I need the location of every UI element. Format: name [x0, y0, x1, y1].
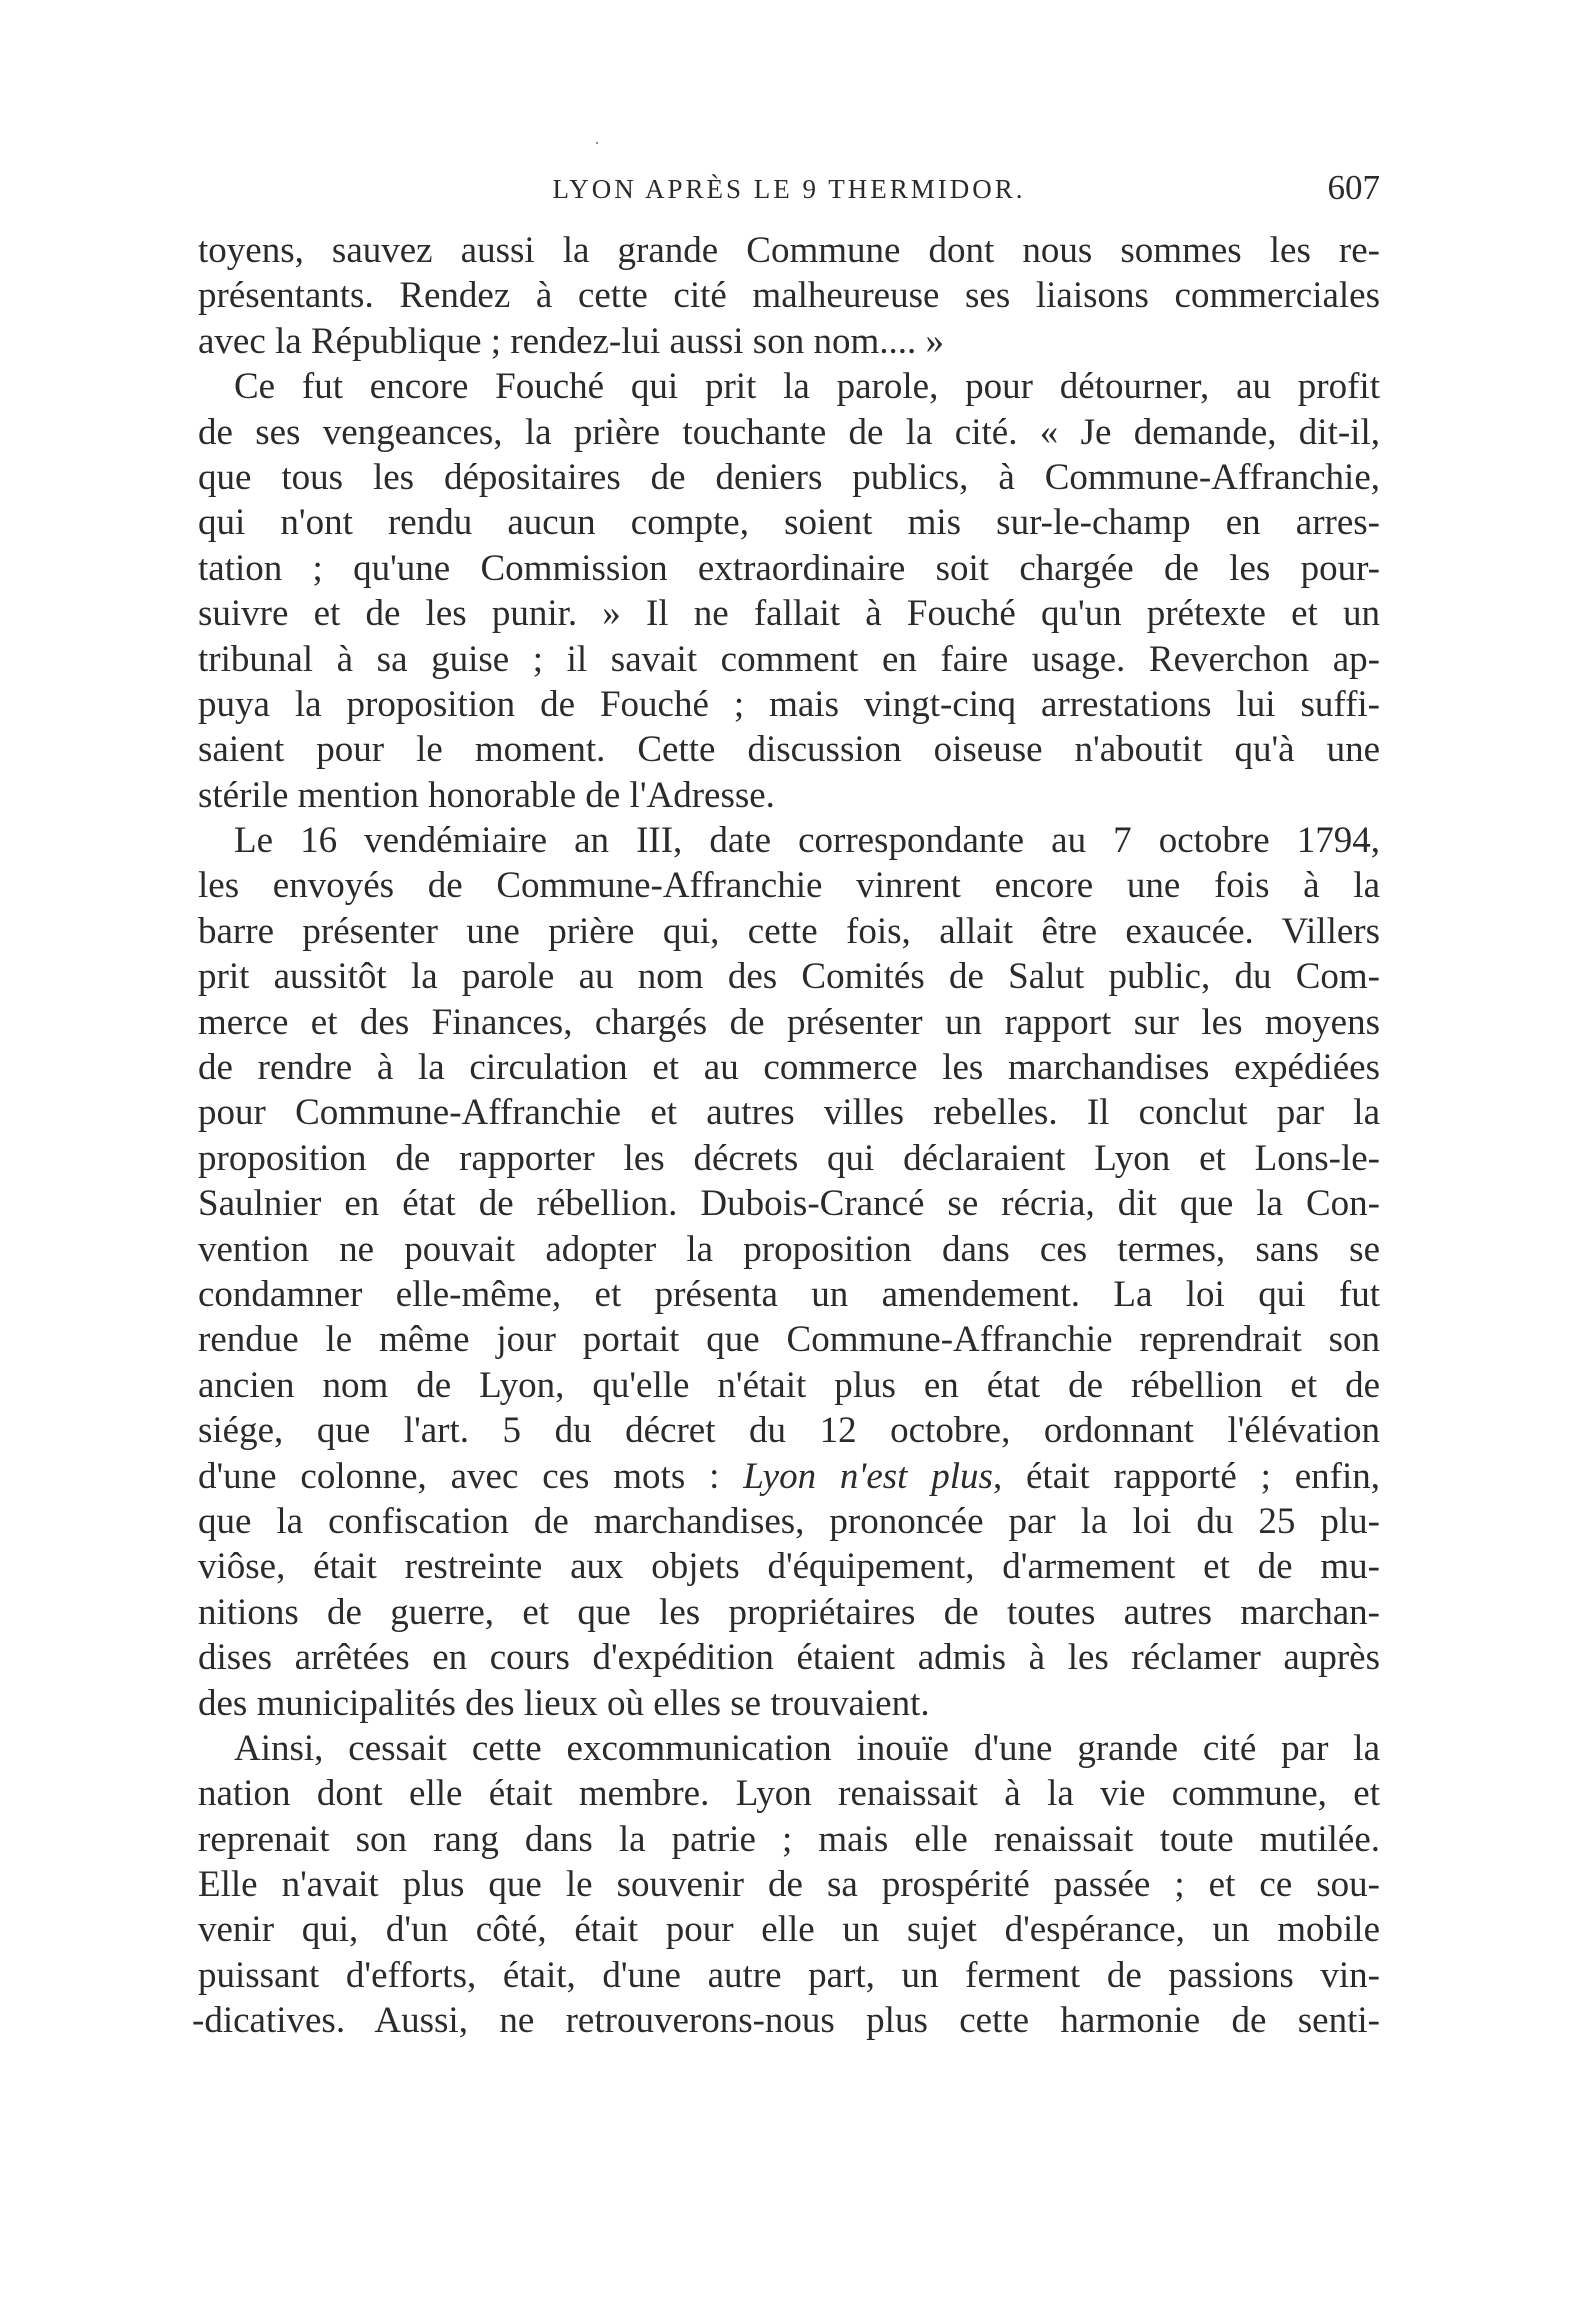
text-line: Le 16 vendémiaire an III, date correspondante au 7 octobre 1794, [234, 820, 1380, 862]
text-line: tribunal à sa guise ; il savait comment en faire usage. Reverchon ap- [198, 638, 1380, 680]
text-line: suivre et de les punir. » Il ne fallait à Fouché qu'un prétexte et un [198, 593, 1380, 635]
text-line: barre présenter une prière qui, cette fois, allait être exaucée. Villers [198, 910, 1380, 952]
text-line: proposition de rapporter les décrets qui déclaraient Lyon et Lons-le- [198, 1137, 1380, 1179]
text-line: de ses vengeances, la prière touchante de la cité. « Je demande, dit-il, [198, 411, 1380, 453]
text-line: avec la République ; rendez-lui aussi son nom.... » [198, 320, 944, 362]
text-line: Saulnier en état de rébellion. Dubois-Crancé se récria, dit que la Con- [198, 1183, 1380, 1225]
text-line: qui n'ont rendu aucun compte, soient mis sur-le-champ en arres- [198, 502, 1380, 544]
text-line: ancien nom de Lyon, qu'elle n'était plus en état de rébellion et de [198, 1364, 1380, 1406]
text-line: que tous les dépositaires de deniers publics, à Commune-Affranchie, [198, 456, 1380, 498]
page-number: 607 [1327, 168, 1380, 207]
line-tail: , était rapporté ; enfin, [992, 1455, 1380, 1497]
text-line: venir qui, d'un côté, était pour elle un sujet d'espérance, un mobile [198, 1909, 1380, 1951]
running-head [198, 168, 1380, 212]
text-line: puissant d'efforts, était, d'une autre part, un ferment de passions vin- [198, 1954, 1380, 1996]
text-line: que la confiscation de marchandises, prononcée par la loi du 25 plu- [198, 1500, 1380, 1542]
text-line: siége, que l'art. 5 du décret du 12 octobre, ordonnant l'élévation [198, 1410, 1380, 1452]
text-line: puya la proposition de Fouché ; mais vingt-cinq arrestations lui suffi- [198, 683, 1380, 725]
text-line: Elle n'avait plus que le souvenir de sa prospérité passée ; et ce sou- [198, 1864, 1380, 1906]
text-line: reprenait son rang dans la patrie ; mais elle renaissait toute mutilée. [198, 1818, 1380, 1860]
text-line: condamner elle-même, et présenta un amendement. La loi qui fut [198, 1273, 1380, 1315]
line-head: d'une colonne, avec ces mots : [198, 1455, 744, 1497]
text-line: -dicatives. Aussi, ne retrouverons-nous plus cette harmonie de senti- [192, 2000, 1380, 2042]
text-line: pour Commune-Affranchie et autres villes rebelles. Il conclut par la [198, 1092, 1380, 1134]
text-line: tation ; qu'une Commission extraordinaire soit chargée de les pour- [198, 547, 1380, 589]
text-line: Ainsi, cessait cette excommunication inouïe d'une grande cité par la [234, 1727, 1380, 1769]
body-text [192, 228, 1380, 2044]
text-line: présentants. Rendez à cette cité malheureuse ses liaisons commerciales [198, 275, 1380, 317]
text-line: merce et des Finances, chargés de présenter un rapport sur les moyens [198, 1001, 1380, 1043]
text-line: nitions de guerre, et que les propriétaires de toutes autres marchan- [198, 1591, 1380, 1633]
text-line: des municipalités des lieux où elles se trouvaient. [198, 1682, 930, 1724]
running-title: LYON APRÈS LE 9 THERMIDOR. [552, 174, 1026, 204]
text-line: vention ne pouvait adopter la proposition dans ces termes, sans se [198, 1228, 1380, 1270]
text-line: rendue le même jour portait que Commune-Affranchie reprendrait son [198, 1319, 1380, 1361]
text-line: saient pour le moment. Cette discussion oiseuse n'aboutit qu'à une [198, 729, 1380, 771]
text-line: stérile mention honorable de l'Adresse. [198, 774, 775, 816]
text-line: viôse, était restreinte aux objets d'équipement, d'armement et de mu- [198, 1546, 1380, 1588]
text-line: nation dont elle était membre. Lyon renaissait à la vie commune, et [198, 1773, 1380, 1815]
text-line: de rendre à la circulation et au commerce les marchandises expédiées [198, 1047, 1380, 1089]
text-line-with-italic [198, 1454, 1380, 1499]
text-line: prit aussitôt la parole au nom des Comités de Salut public, du Com- [198, 956, 1380, 998]
text-line: toyens, sauvez aussi la grande Commune dont nous sommes les re- [198, 230, 1380, 271]
text-line: les envoyés de Commune-Affranchie vinrent encore une fois à la [198, 865, 1380, 907]
print-speck [596, 142, 598, 144]
italic-quote: Lyon n'est plus [743, 1455, 993, 1497]
text-line: Ce fut encore Fouché qui prit la parole, pour détourner, au profit [234, 366, 1380, 408]
text-line: dises arrêtées en cours d'expédition étaient admis à les réclamer auprès [198, 1637, 1380, 1679]
